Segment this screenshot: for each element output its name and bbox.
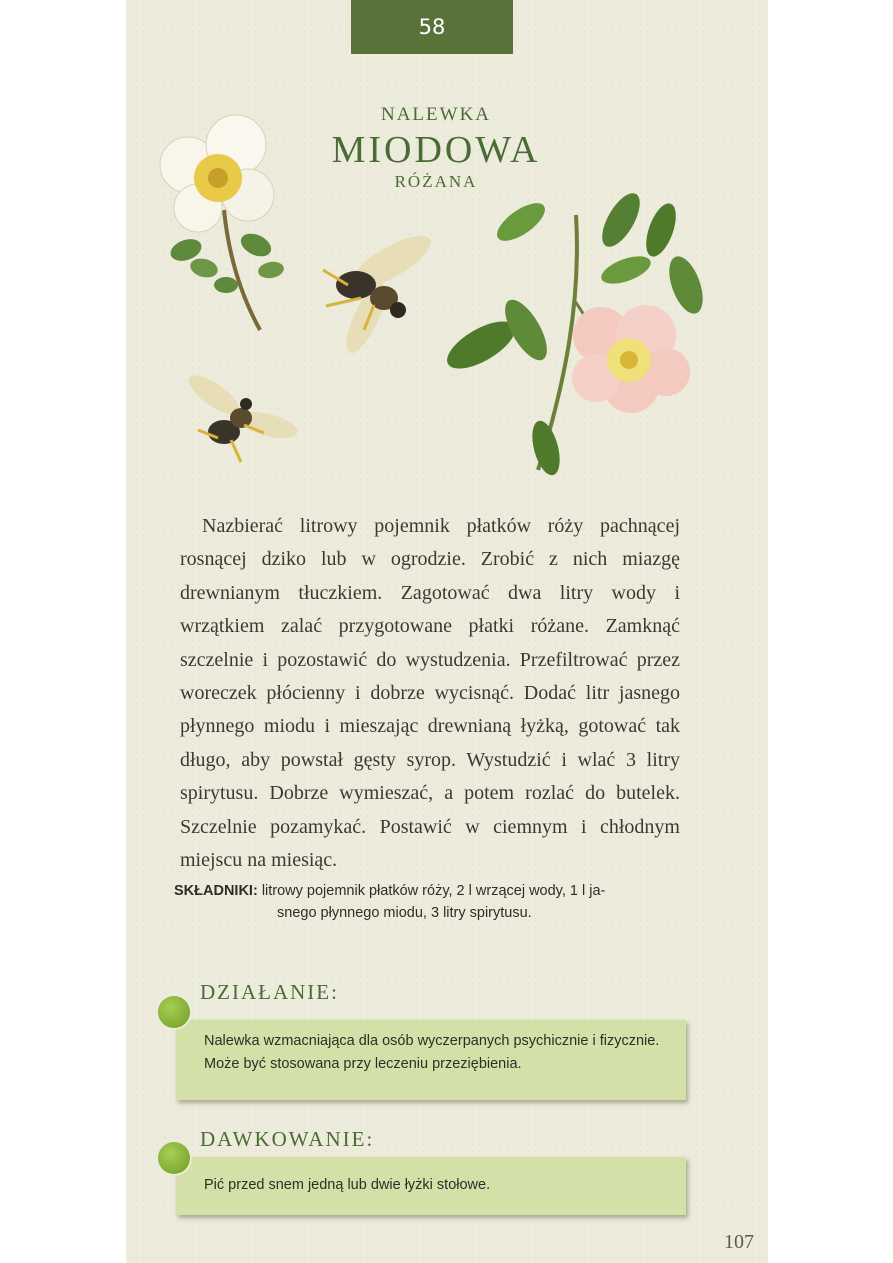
recipe-number: 58 (418, 15, 446, 39)
dosage-bullet-icon (158, 1142, 190, 1174)
action-heading: DZIAŁANIE: (200, 980, 339, 1004)
action-text: Nalewka wzmacniająca dla osób wyczerpanych psychicznie i fizycznie. Może być stosowana przy leczeniu przeziębienia. (204, 1033, 660, 1072)
botanical-illustration (126, 0, 768, 500)
title-line-3: RÓŻANA (394, 172, 478, 191)
book-page (126, 0, 768, 1263)
ingredients-text-line1: litrowy pojemnik płatków róży, 2 l wrzącej wody, 1 l ja- (261, 883, 606, 899)
dosage-box (176, 1157, 686, 1215)
action-bullet-icon (158, 996, 190, 1028)
recipe-body: Nazbierać litrowy pojemnik płatków róży pachnącej rosnącej dziko lub w ogrodzie. Zrobić z nich miazgę drewnianym tłuczkiem. Zagotować dwa litry wody i wrzątkiem zalać przygotowane płatki różane. Zamknąć szczelnie i pozostawić do wystudzenia. Przefiltrować przez woreczek płócienny i dobrze wycisnąć. Dodać litr jasnego płynnego miodu i mieszając drewnianą łyżką, gotować tak długo, aby powstał gęsty syrop. Wystudzić i wlać 3 litry spirytusu. Dobrze wymieszać, a potem rozlać do butelek. Szczelnie pozamykać. Postawić w ciemnym i chłodnym miejscu na miesiąc. (180, 515, 680, 872)
ingredients-label: SKŁADNIKI: (174, 883, 258, 899)
dosage-heading: DAWKOWANIE: (200, 1127, 375, 1151)
recipe-title (316, 104, 556, 192)
title-line-1: NALEWKA (380, 104, 492, 125)
dosage-text: Pić przed snem jedną lub dwie łyżki stołowe. (204, 1177, 491, 1193)
title-line-2: MIODOWA (331, 129, 541, 171)
page-number: 107 (724, 1231, 754, 1253)
bee-lower-illustration (183, 369, 300, 462)
ingredients (174, 880, 684, 924)
ingredients-text-line2: snego płynnego miodu, 3 litry spirytusu. (277, 905, 532, 921)
action-box (176, 1020, 686, 1100)
pink-rose-illustration (440, 188, 709, 479)
white-rose-illustration (160, 115, 285, 330)
bee-upper-illustration (323, 227, 437, 358)
